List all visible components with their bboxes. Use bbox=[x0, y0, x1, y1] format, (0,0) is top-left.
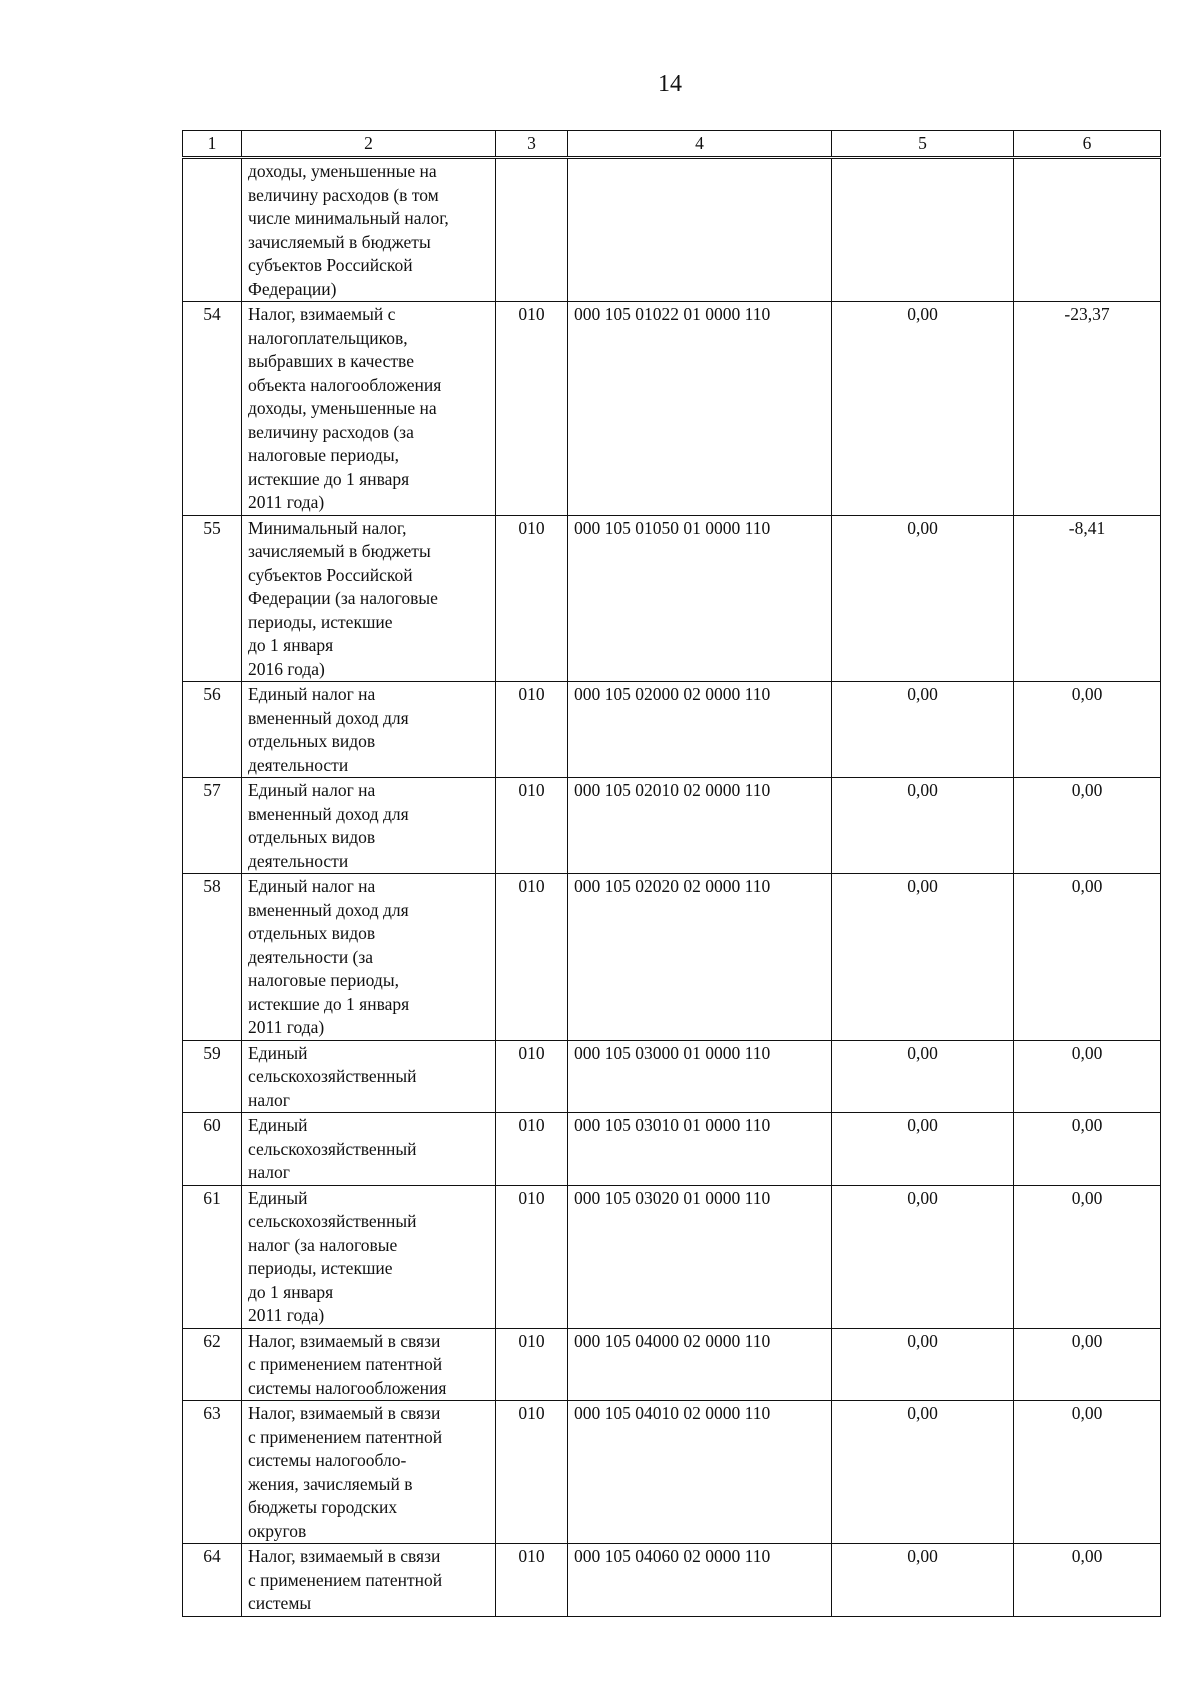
admin-code bbox=[496, 158, 568, 302]
budget-classification-code bbox=[568, 158, 832, 302]
budget-classification-code: 000 105 01050 01 0000 110 bbox=[568, 515, 832, 682]
table-row bbox=[183, 1040, 1161, 1113]
row-number: 59 bbox=[183, 1040, 242, 1113]
row-number: 56 bbox=[183, 682, 242, 778]
plan-amount: 0,00 bbox=[832, 1401, 1014, 1544]
admin-code: 010 bbox=[496, 1113, 568, 1186]
table-row bbox=[183, 302, 1161, 516]
executed-amount: 0,00 bbox=[1014, 1544, 1161, 1617]
admin-code: 010 bbox=[496, 302, 568, 516]
executed-amount: -8,41 bbox=[1014, 515, 1161, 682]
admin-code: 010 bbox=[496, 1544, 568, 1617]
table-row bbox=[183, 1328, 1161, 1401]
admin-code: 010 bbox=[496, 515, 568, 682]
row-number: 64 bbox=[183, 1544, 242, 1617]
executed-amount: 0,00 bbox=[1014, 1113, 1161, 1186]
table-row bbox=[183, 778, 1161, 874]
column-header-3: 3 bbox=[496, 131, 568, 158]
row-number: 61 bbox=[183, 1185, 242, 1328]
income-name: Минимальный налог, зачисляемый в бюджеты субъектов Российской Федерации (за налоговые периоды, истекшие до 1 января 2016 года) bbox=[242, 515, 496, 682]
plan-amount: 0,00 bbox=[832, 1040, 1014, 1113]
row-number: 63 bbox=[183, 1401, 242, 1544]
table-row bbox=[183, 682, 1161, 778]
budget-classification-code: 000 105 04000 02 0000 110 bbox=[568, 1328, 832, 1401]
income-name: Налог, взимаемый в связи с применением патентной системы bbox=[242, 1544, 496, 1617]
budget-classification-code: 000 105 02020 02 0000 110 bbox=[568, 874, 832, 1041]
admin-code: 010 bbox=[496, 874, 568, 1041]
plan-amount: 0,00 bbox=[832, 302, 1014, 516]
plan-amount: 0,00 bbox=[832, 778, 1014, 874]
budget-classification-code: 000 105 04010 02 0000 110 bbox=[568, 1401, 832, 1544]
income-name: Единый налог на вмененный доход для отдельных видов деятельности bbox=[242, 682, 496, 778]
admin-code: 010 bbox=[496, 778, 568, 874]
table-row bbox=[183, 1401, 1161, 1544]
column-header-4: 4 bbox=[568, 131, 832, 158]
plan-amount: 0,00 bbox=[832, 1113, 1014, 1186]
page-number: 14 bbox=[658, 71, 682, 97]
income-name: Единый налог на вмененный доход для отдельных видов деятельности bbox=[242, 778, 496, 874]
table-row bbox=[183, 158, 1161, 302]
table-row bbox=[183, 515, 1161, 682]
income-name: Налог, взимаемый в связи с применением патентной системы налогообло- жения, зачисляемый в бюджеты городских округов bbox=[242, 1401, 496, 1544]
budget-classification-code: 000 105 03020 01 0000 110 bbox=[568, 1185, 832, 1328]
row-number: 58 bbox=[183, 874, 242, 1041]
row-number bbox=[183, 158, 242, 302]
budget-classification-code: 000 105 02000 02 0000 110 bbox=[568, 682, 832, 778]
column-header-5: 5 bbox=[832, 131, 1014, 158]
budget-classification-code: 000 105 01022 01 0000 110 bbox=[568, 302, 832, 516]
column-header-1: 1 bbox=[183, 131, 242, 158]
table-header-row bbox=[183, 131, 1161, 158]
plan-amount bbox=[832, 158, 1014, 302]
table-row bbox=[183, 1113, 1161, 1186]
executed-amount: 0,00 bbox=[1014, 1401, 1161, 1544]
plan-amount: 0,00 bbox=[832, 1185, 1014, 1328]
admin-code: 010 bbox=[496, 1040, 568, 1113]
table-row bbox=[183, 1185, 1161, 1328]
table-row bbox=[183, 874, 1161, 1041]
plan-amount: 0,00 bbox=[832, 1328, 1014, 1401]
admin-code: 010 bbox=[496, 1185, 568, 1328]
plan-amount: 0,00 bbox=[832, 515, 1014, 682]
plan-amount: 0,00 bbox=[832, 682, 1014, 778]
income-name: Единый сельскохозяйственный налог (за налоговые периоды, истекшие до 1 января 2011 года) bbox=[242, 1185, 496, 1328]
executed-amount: -23,37 bbox=[1014, 302, 1161, 516]
admin-code: 010 bbox=[496, 1401, 568, 1544]
budget-classification-code: 000 105 02010 02 0000 110 bbox=[568, 778, 832, 874]
row-number: 55 bbox=[183, 515, 242, 682]
executed-amount: 0,00 bbox=[1014, 1328, 1161, 1401]
table-row bbox=[183, 1544, 1161, 1617]
plan-amount: 0,00 bbox=[832, 874, 1014, 1041]
budget-table bbox=[182, 130, 1161, 1617]
income-name: Единый налог на вмененный доход для отдельных видов деятельности (за налоговые периоды, истекшие до 1 января 2011 года) bbox=[242, 874, 496, 1041]
executed-amount: 0,00 bbox=[1014, 1040, 1161, 1113]
plan-amount: 0,00 bbox=[832, 1544, 1014, 1617]
budget-classification-code: 000 105 03010 01 0000 110 bbox=[568, 1113, 832, 1186]
income-name: Налог, взимаемый в связи с применением патентной системы налогообложения bbox=[242, 1328, 496, 1401]
row-number: 54 bbox=[183, 302, 242, 516]
income-name: Налог, взимаемый с налогоплательщиков, выбравших в качестве объекта налогообложения доходы, уменьшенные на величину расходов (за налоговые периоды, истекшие до 1 января 2011 года) bbox=[242, 302, 496, 516]
income-name: доходы, уменьшенные на величину расходов (в том числе минимальный налог, зачисляемый в бюджеты субъектов Российской Федерации) bbox=[242, 158, 496, 302]
income-name: Единый сельскохозяйственный налог bbox=[242, 1113, 496, 1186]
row-number: 57 bbox=[183, 778, 242, 874]
executed-amount: 0,00 bbox=[1014, 778, 1161, 874]
income-name: Единый сельскохозяйственный налог bbox=[242, 1040, 496, 1113]
row-number: 62 bbox=[183, 1328, 242, 1401]
budget-classification-code: 000 105 03000 01 0000 110 bbox=[568, 1040, 832, 1113]
executed-amount: 0,00 bbox=[1014, 682, 1161, 778]
row-number: 60 bbox=[183, 1113, 242, 1186]
executed-amount: 0,00 bbox=[1014, 1185, 1161, 1328]
executed-amount: 0,00 bbox=[1014, 874, 1161, 1041]
budget-classification-code: 000 105 04060 02 0000 110 bbox=[568, 1544, 832, 1617]
admin-code: 010 bbox=[496, 1328, 568, 1401]
admin-code: 010 bbox=[496, 682, 568, 778]
column-header-2: 2 bbox=[242, 131, 496, 158]
column-header-6: 6 bbox=[1014, 131, 1161, 158]
executed-amount bbox=[1014, 158, 1161, 302]
